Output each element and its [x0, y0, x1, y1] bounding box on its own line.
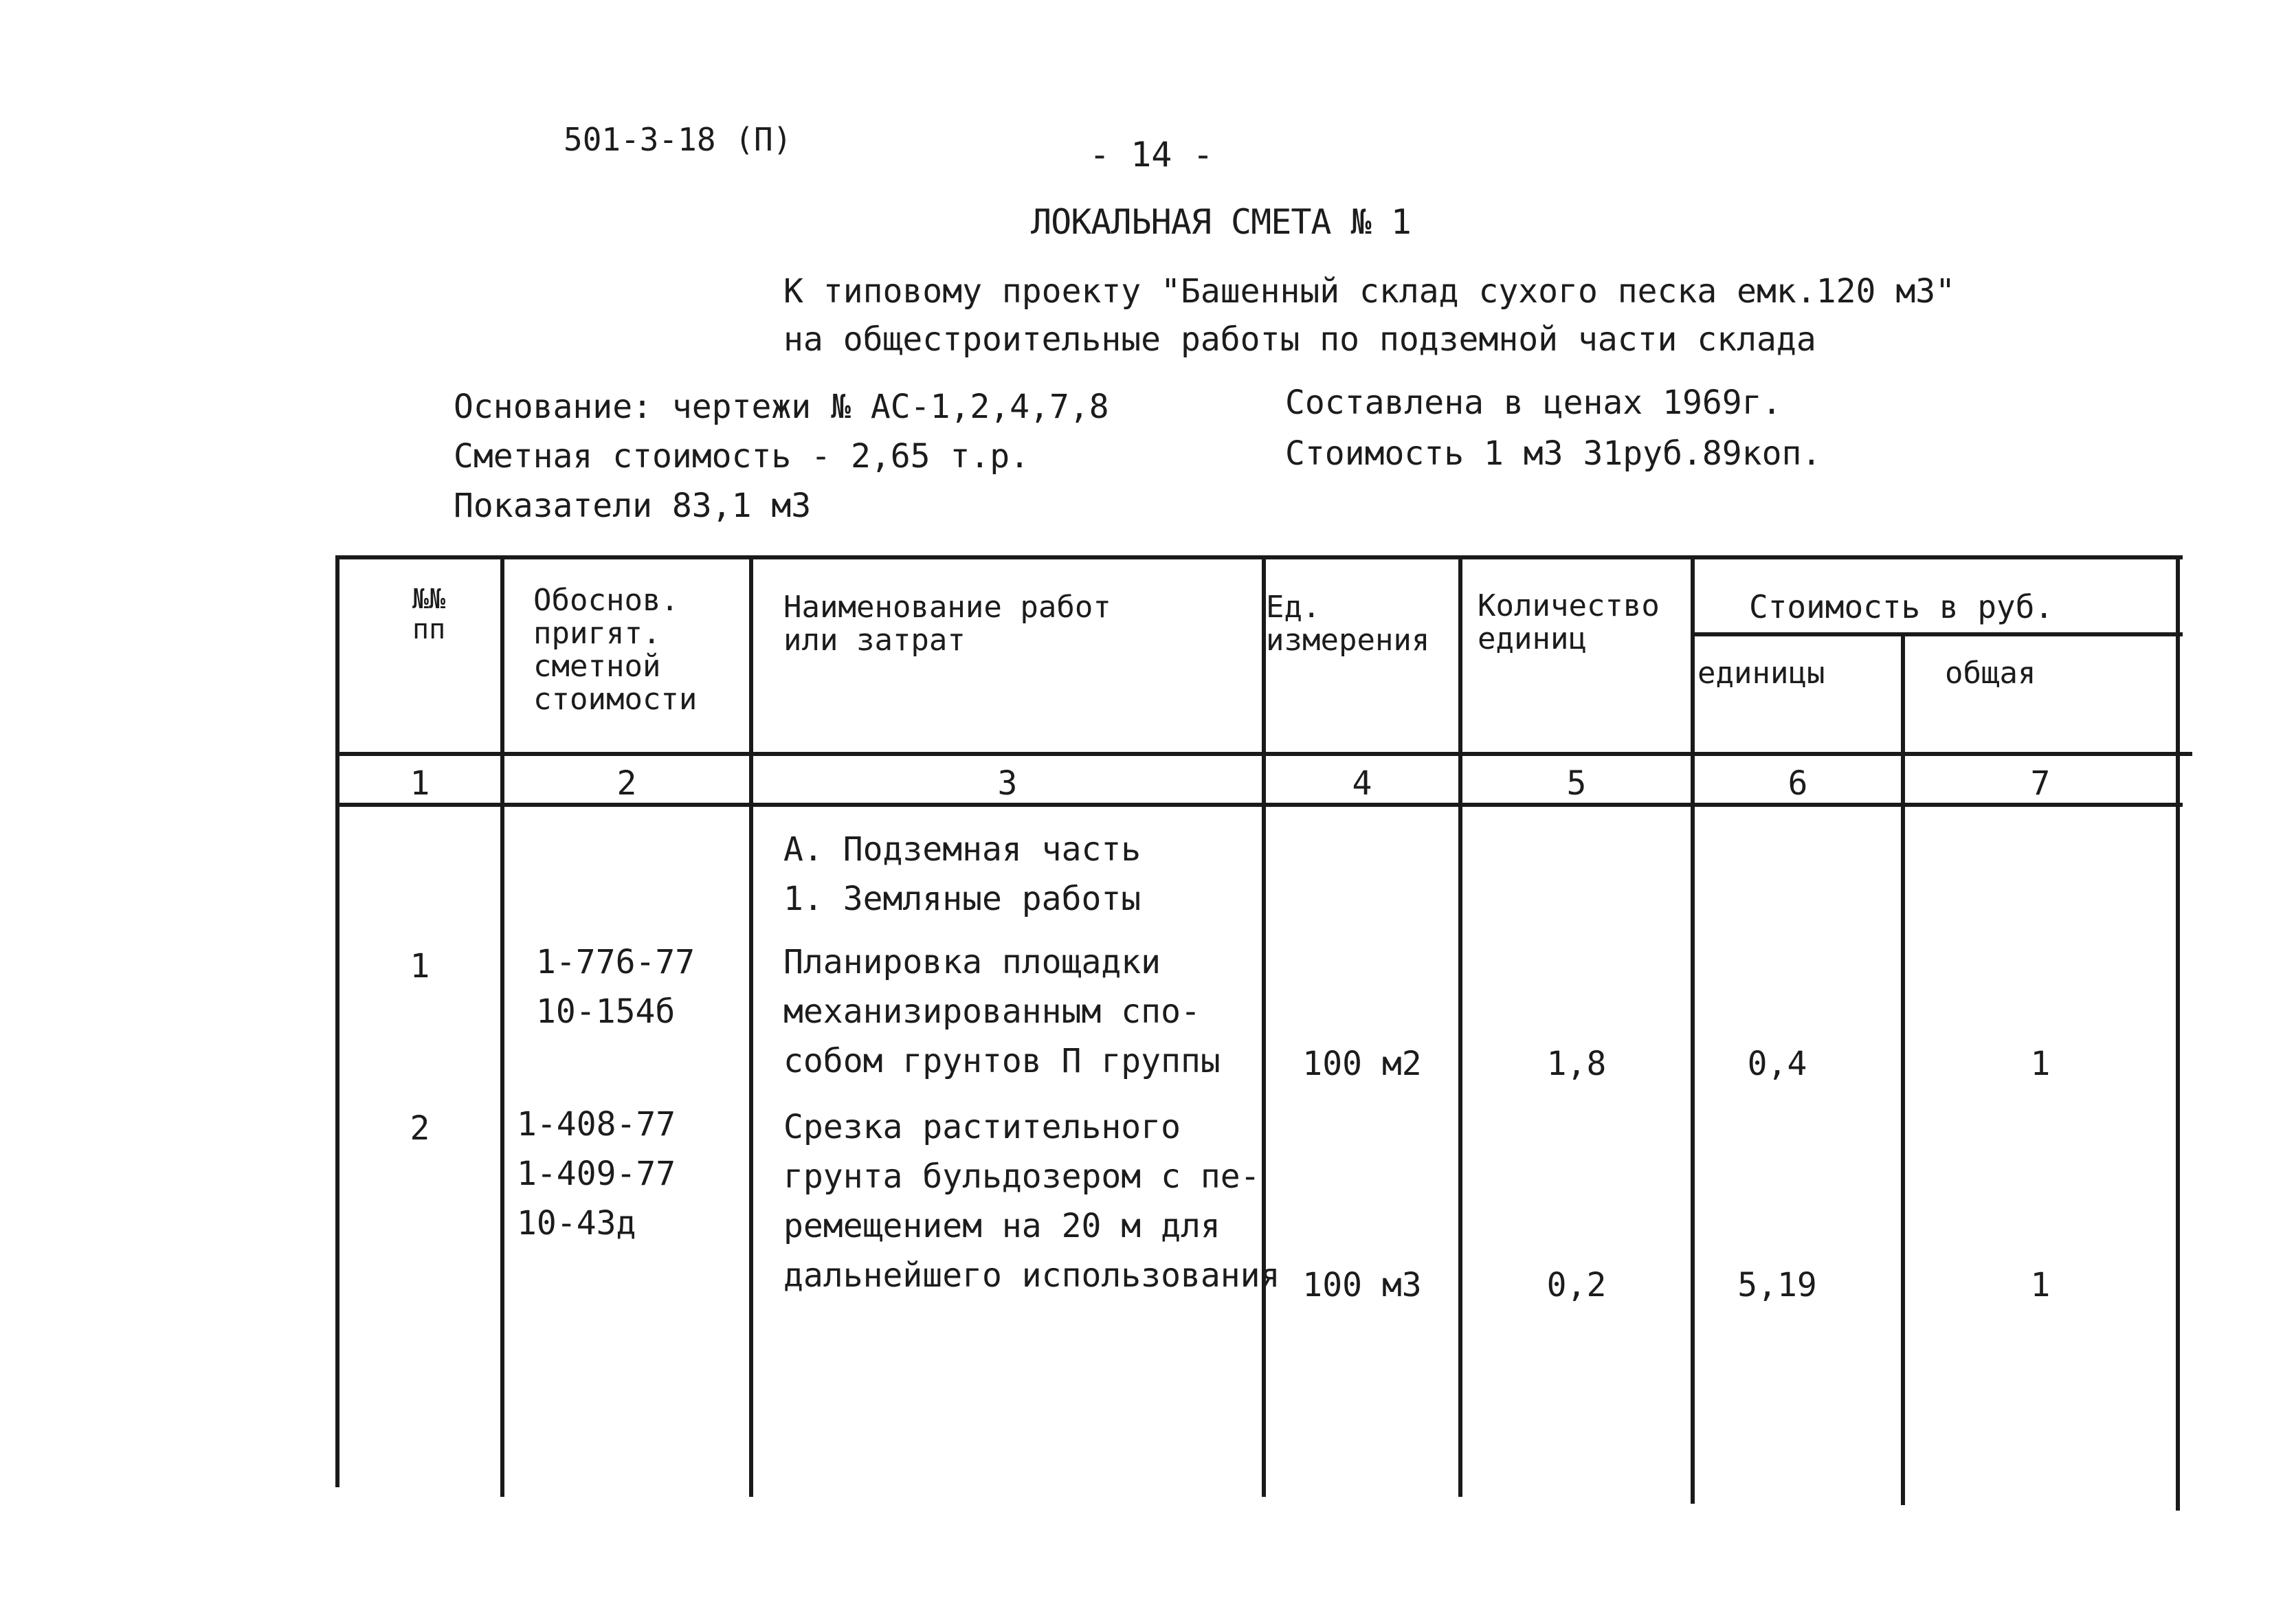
row-unit: 100 м2 — [1302, 1045, 1422, 1083]
estimated-cost-text: Сметная стоимость - 2,65 т.р. — [454, 437, 1030, 476]
column-number: 7 — [2030, 764, 2051, 803]
row-unit: 100 м3 — [1302, 1266, 1422, 1304]
cost-group-divider — [1694, 632, 2183, 636]
row-quantity: 0,2 — [1546, 1266, 1607, 1304]
row-work-name: Срезка растительного грунта бульдозером с пе- ремещением на 20 м для дальнейшего использования — [783, 1108, 1280, 1295]
page-number: - 14 - — [1089, 135, 1214, 175]
column-number: 3 — [997, 764, 1018, 803]
row-basis: 1-776-77 10-154б — [536, 943, 695, 1031]
col-divider-5 — [1691, 555, 1695, 1504]
column-number: 4 — [1352, 764, 1372, 803]
row-unit-cost: 0,4 — [1747, 1045, 1807, 1083]
section-title: А. Подземная часть — [783, 830, 1141, 869]
column-number: 6 — [1787, 764, 1808, 803]
header-col-basis: Обоснов. пригят. сметной стоимости — [533, 583, 698, 717]
subtitle-line-2: на общестроительные работы по подземной части склада — [783, 320, 1816, 359]
header-col-quantity: Количество единиц — [1478, 588, 1660, 656]
table-top-border — [337, 555, 2183, 559]
row-number: 1 — [410, 947, 430, 986]
row-number: 2 — [410, 1109, 430, 1148]
row-total: 1 — [2030, 1045, 2051, 1083]
header-col-number: №№ пп — [412, 583, 446, 645]
col-divider-1 — [500, 555, 504, 1497]
document-code: 501-3-18 (П) — [564, 121, 792, 158]
header-col-unit: Ед. измерения — [1266, 590, 1430, 658]
row-quantity: 1,8 — [1546, 1045, 1607, 1083]
row-basis: 1-408-77 1-409-77 10-43д — [517, 1105, 676, 1243]
table-right-border — [2176, 555, 2180, 1511]
column-number: 2 — [616, 764, 637, 803]
row-unit-cost: 5,19 — [1737, 1266, 1817, 1304]
prices-text: Составлена в ценах 1969г. — [1285, 383, 1782, 422]
subtitle-line-1: К типовому проекту "Башенный склад сухого песка емк.120 м3" — [783, 272, 1956, 311]
col-divider-2 — [749, 555, 753, 1497]
unit-cost-text: Стоимость 1 м3 31руб.89коп. — [1285, 434, 1822, 473]
column-number: 5 — [1566, 764, 1587, 803]
row-total: 1 — [2030, 1266, 2051, 1304]
header-cost-group: Стоимость в руб. — [1749, 588, 2054, 625]
col-divider-4 — [1458, 555, 1462, 1497]
basis-text: Основание: чертежи № АС-1,2,4,7,8 — [454, 388, 1109, 426]
row-work-name: Планировка площадки механизированным спо- собом грунтов П группы — [783, 943, 1221, 1080]
col-divider-3 — [1262, 555, 1266, 1497]
column-number: 1 — [410, 764, 430, 803]
subsection-title: 1. Земляные работы — [783, 880, 1141, 918]
indicators-text: Показатели 83,1 м3 — [454, 487, 812, 525]
table-left-border — [335, 555, 339, 1487]
header-col-total: общая — [1945, 656, 2036, 691]
header-col-name: Наименование работ или затрат — [783, 590, 1111, 658]
header-col-unit-cost: единицы — [1697, 656, 1825, 691]
page-title: ЛОКАЛЬНАЯ СМЕТА № 1 — [1031, 202, 1411, 242]
column-numbers-bottom-border — [337, 803, 2183, 807]
